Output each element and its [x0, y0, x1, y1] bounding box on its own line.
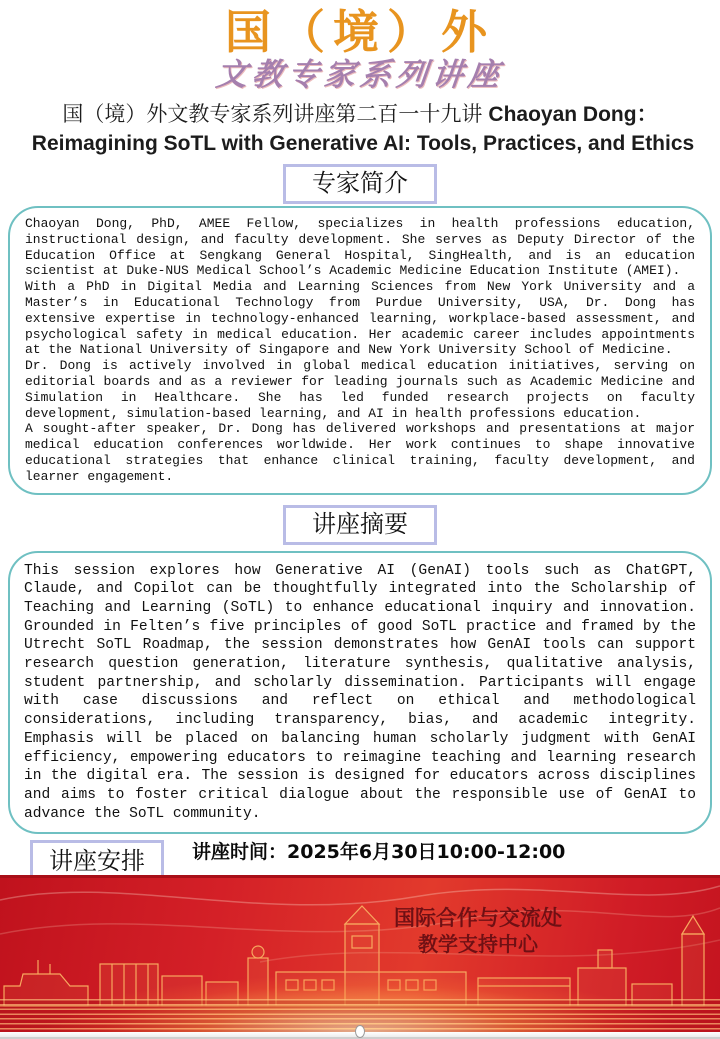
- section-label-bio: 专家简介: [283, 164, 437, 204]
- page-bottom-strip: [0, 1032, 720, 1039]
- section-label-abstract: 讲座摘要: [283, 505, 437, 545]
- bio-paragraph-3: Dr. Dong is actively involved in global medical education initiatives, serving on editorial boards and as a reviewer for leading journals such as Academic Medicine and Simulation in Healthcare. She has led funded research projects on faculty development, simulation-based learning, and AI in health professions education.: [25, 358, 695, 421]
- schedule-time: [192, 840, 565, 864]
- brand-subtitle: 文教专家系列讲座: [214, 57, 506, 93]
- footer-banner: [0, 875, 720, 1032]
- section-label-schedule: 讲座安排: [30, 840, 164, 884]
- bio-paragraph-2: With a PhD in Digital Media and Learning Sciences from New York University and a Master’s in Educational Technology from Purdue University, USA, Dr. Dong has extensive expertise in technology-enhanced learning, workplace-based assessment, and psychological safety in medical education. Her academic career includes appointments at the National University of Singapore and New York University School of Medicine.: [25, 279, 695, 358]
- abstract-box: [8, 551, 712, 835]
- abstract-text: This session explores how Generative AI (GenAI) tools such as ChatGPT, Claude, and Copilot can be thoughtfully integrated into the Scholarship of Teaching and Learning (SoTL) to enhance educational inquiry and innovation. Grounded in Felten’s five principles of good SoTL practice and framed by the Utrecht SoTL Roadmap, the session demonstrates how GenAI tools can support research question generation, literature synthesis, qualitative analysis, student partnership, and scholarly dissemination. Participants will engage with case discussions and reflect on ethical and methodological considerations, including transparency, bias, and academic integrity. Emphasis will be placed on balancing human scholarly judgment with GenAI efficiency, empowering educators to reimagine teaching and learning research in the digital era. The session is designed for educators across disciplines and aims to foster critical dialogue about the responsible use of GenAI to advance the SoTL community.: [24, 562, 696, 822]
- resize-handle[interactable]: [355, 1025, 365, 1038]
- title-speaker-name: Chaoyan Dong：: [488, 103, 658, 126]
- footer-organizations: [388, 904, 568, 958]
- bio-label-row: [0, 164, 720, 204]
- schedule-time-label: 讲座时间：: [192, 841, 288, 864]
- title-english: Reimagining SoTL with Generative AI: Tools, Practices, and Ethics: [31, 132, 695, 155]
- bio-paragraph-1: Chaoyan Dong, PhD, AMEE Fellow, specializes in health professions education, instructional design, and faculty development. She serves as Deputy Director of the Education Office at Sengkang General Hospital, SingHealth, and is an education scientist at Duke-NUS Medical School’s Academic Medicine Education Institute (AMEI).: [25, 216, 695, 279]
- schedule-time-value: 2025年6月30日10:00-12:00: [287, 841, 566, 864]
- brand-header: [0, 0, 720, 92]
- footer-org-teaching-support: 教学支持中心: [418, 932, 538, 956]
- abstract-label-row: [0, 505, 720, 545]
- bio-box: [8, 206, 712, 495]
- brand-title: 国（境）外: [225, 5, 495, 59]
- bio-paragraph-4: A sought-after speaker, Dr. Dong has delivered workshops and presentations at major medical education conferences worldwide. Her work continues to shape innovative educational strategies that enhance clinical training, faculty development, and learner engagement.: [25, 421, 695, 484]
- page-title: [0, 100, 720, 158]
- title-chinese: 国（境）外文教专家系列讲座第二百一十九讲: [62, 102, 483, 126]
- footer-org-international-office: 国际合作与交流处: [394, 905, 562, 930]
